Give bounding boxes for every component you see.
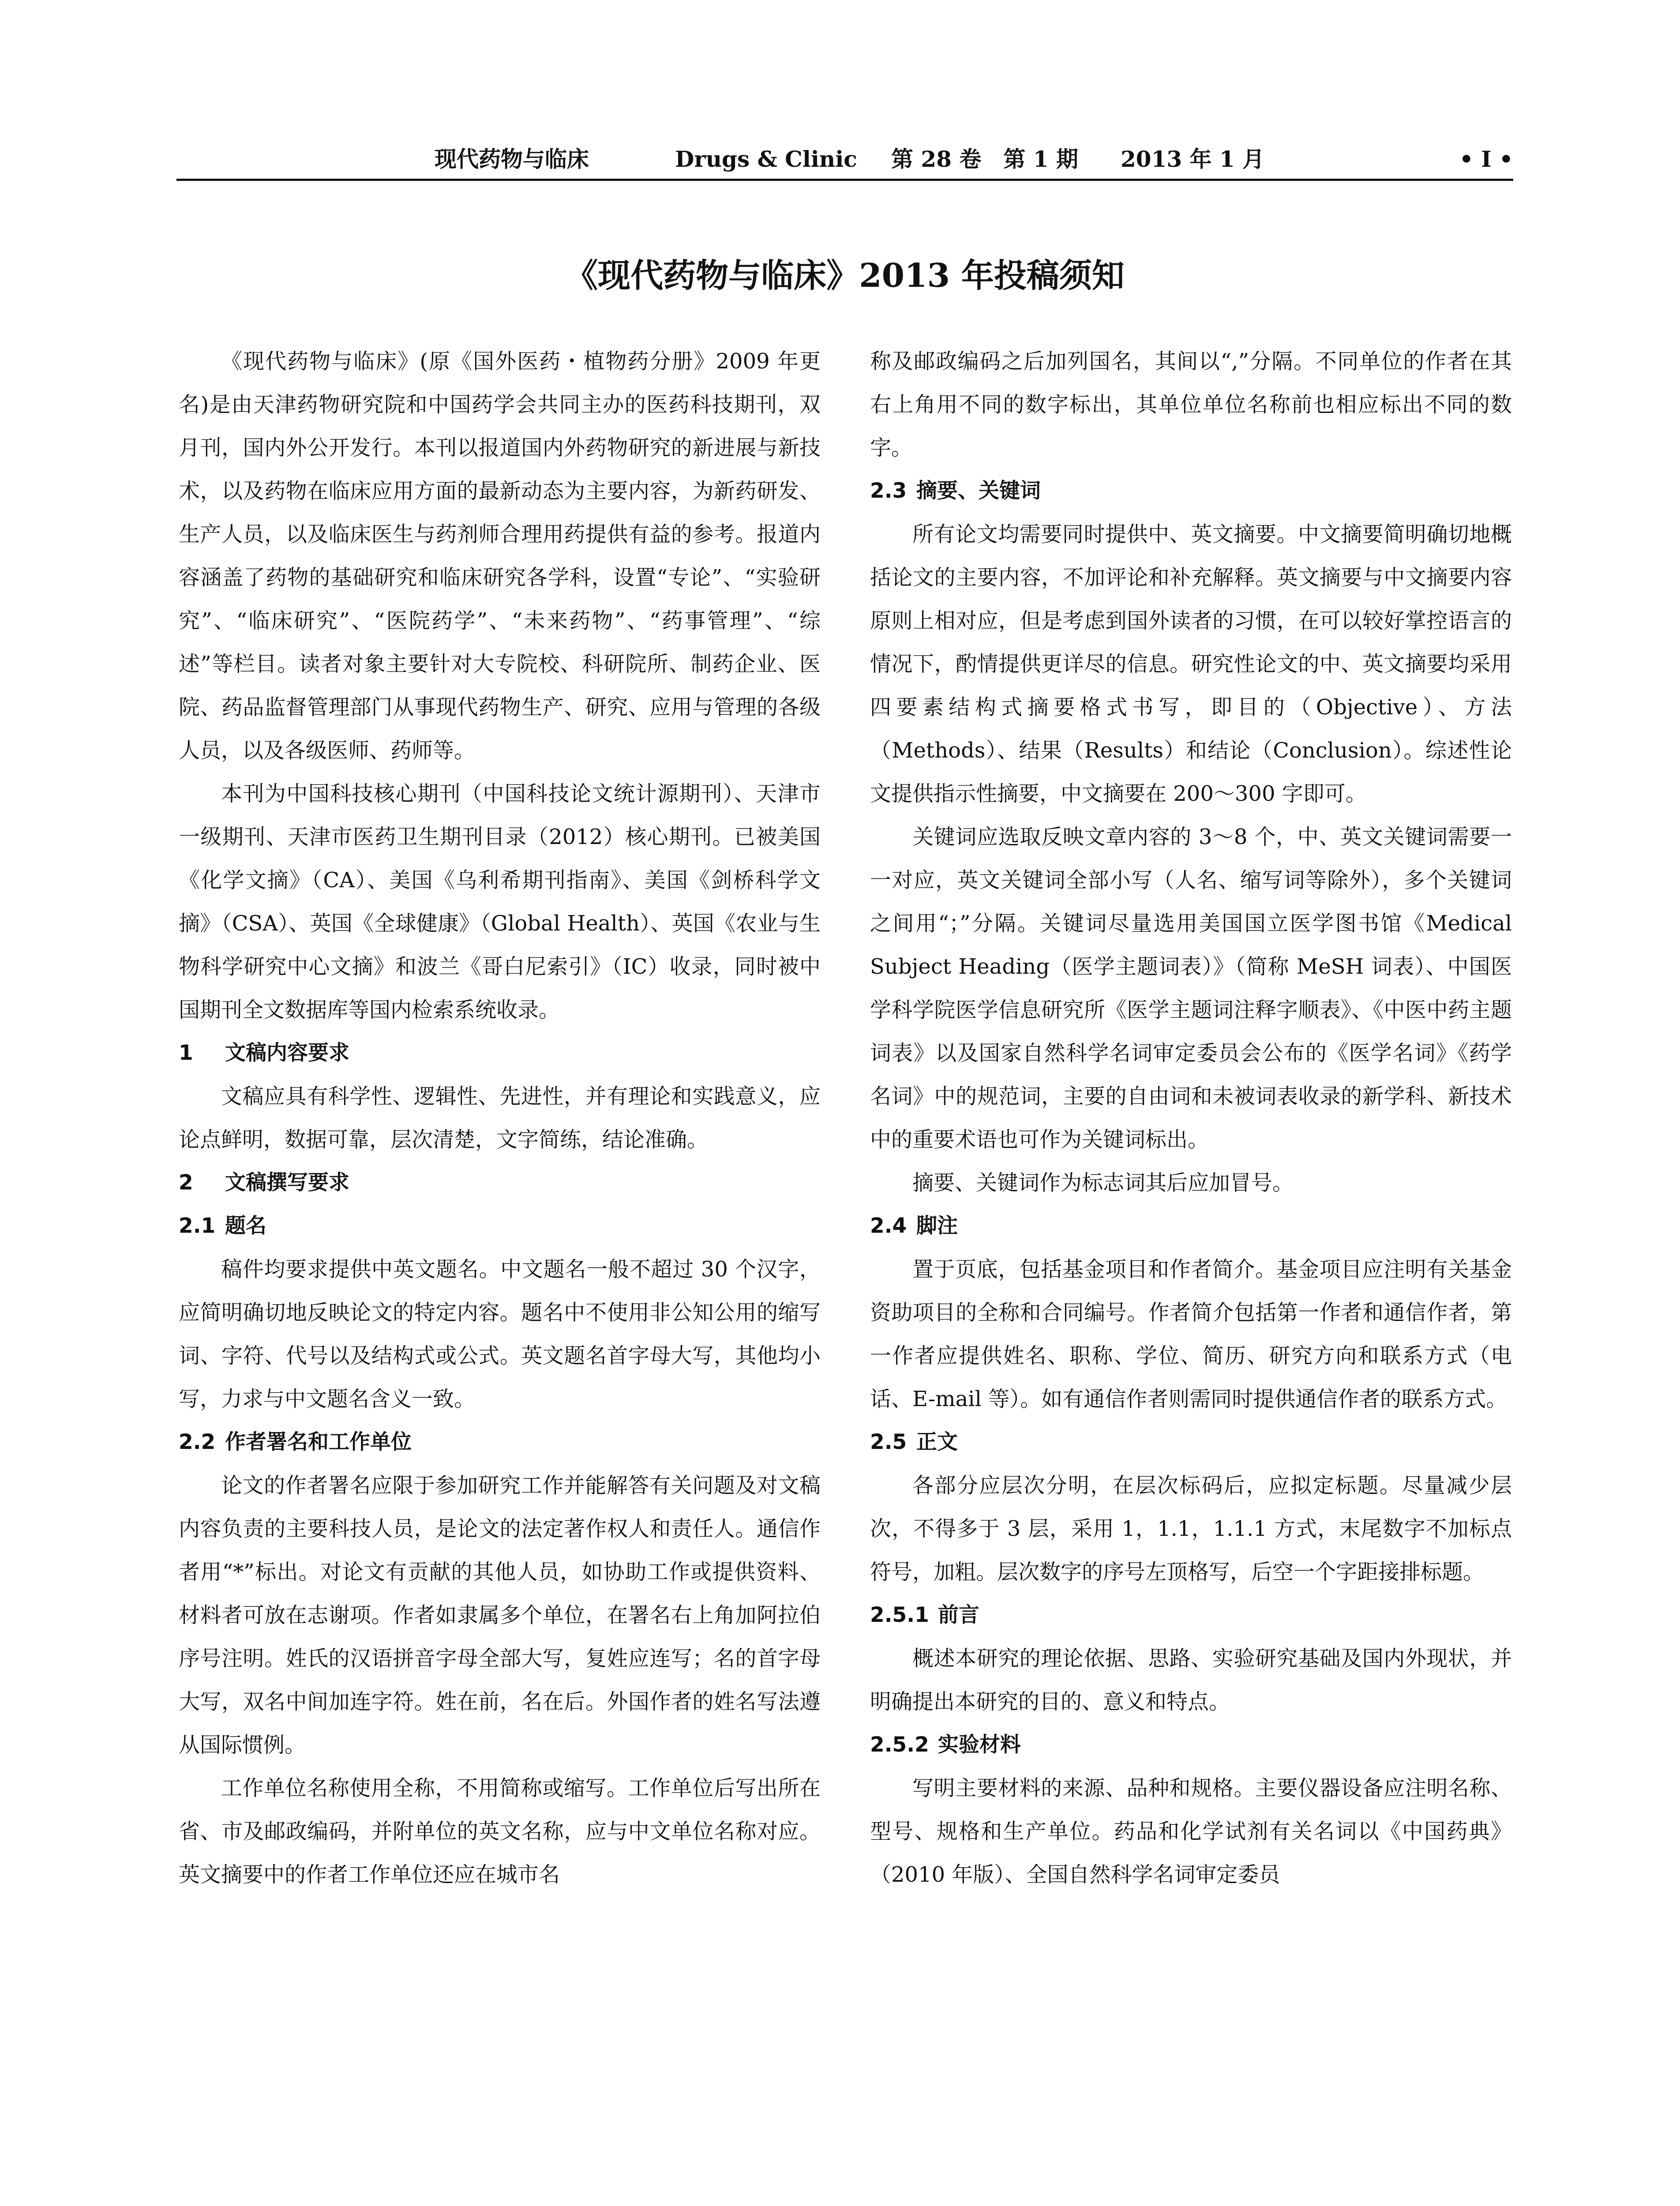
journal-name-en: Drugs & Clinic [675, 146, 857, 172]
section-number: 2.4 [870, 1214, 907, 1238]
section-heading-2 [179, 1161, 821, 1204]
section-number: 2.3 [870, 479, 907, 503]
section-number: 2.5.1 [870, 1603, 929, 1627]
section-number: 2.5.2 [870, 1733, 929, 1757]
section-2-5-2-body: 写明主要材料的来源、品种和规格。主要仪器设备应注明名称、型号、规格和生产单位。药品和化学试剂有关名词以《中国药典》（2010 年版）、全国自然科学名词审定委员 [870, 1776, 1512, 1887]
section-2-3-body: 摘要、关键词作为标志词其后应加冒号。 [912, 1171, 1294, 1195]
journal-name-cn: 现代药物与临床 [435, 146, 589, 172]
header-rule [176, 179, 1513, 181]
section-heading-2-3 [870, 469, 1512, 513]
section-2-4-body: 置于页底，包括基金项目和作者简介。基金项目应注明有关基金资助项目的全称和合同编号。作者简介包括第一作者和通信作者，第一作者应提供姓名、职称、学位、简历、研究方向和联系方式（电话、E-mail 等）。如有通信作者则需同时提供通信作者的联系方式。 [870, 1257, 1512, 1411]
section-title: 正文 [916, 1430, 958, 1454]
section-title: 摘要、关键词 [916, 479, 1041, 503]
section-2-2-body: 论文的作者署名应限于参加研究工作并能解答有关问题及对文稿内容负责的主要科技人员，是论文的法定著作权人和责任人。通信作者用“*”标出。对论文有贡献的其他人员，如协助工作或提供资料、材料者可放在志谢项。作者如隶属多个单位，在署名右上角加阿拉伯序号注明。姓氏的汉语拼音字母全部大写，复姓应连写；名的首字母大写，双名中间加连字符。姓在前，名在后。外国作者的姓名写法遵从国际惯例。 [179, 1473, 821, 1757]
section-title: 文稿内容要求 [225, 1041, 349, 1065]
section-title: 作者署名和工作单位 [225, 1430, 412, 1454]
section-number: 1 [179, 1041, 193, 1065]
section-number: 2 [179, 1171, 193, 1195]
section-2-5-1-body: 概述本研究的理论依据、思路、实验研究基础及国内外现状，并明确提出本研究的目的、意义和特点。 [870, 1646, 1512, 1714]
section-heading-2-2 [179, 1421, 821, 1464]
running-header [176, 140, 1513, 178]
section-heading-2-5 [870, 1421, 1512, 1464]
section-2-1-body: 稿件均要求提供中英文题名。中文题名一般不超过 30 个汉字，应简明确切地反映论文的特定内容。题名中不使用非公知公用的缩写词、字符、代号以及结构式或公式。英文题名首字母大写，其他均小写，力求与中文题名含义一致。 [179, 1257, 821, 1411]
section-heading-1 [179, 1032, 821, 1075]
section-title: 文稿撰写要求 [225, 1171, 349, 1195]
page-title: 《现代药物与临床》2013 年投稿须知 [565, 256, 1125, 295]
section-title: 脚注 [916, 1214, 958, 1238]
section-title: 实验材料 [938, 1733, 1021, 1757]
section-number: 2.2 [179, 1430, 216, 1454]
section-number: 2.5 [870, 1430, 907, 1454]
section-2-5-body: 各部分应层次分明，在层次标码后，应拟定标题。尽量减少层次，不得多于 3 层，采用 1，1.1，1.1.1 方式，末尾数字不加标点符号，加粗。层次数字的序号左顶格写，后空一个字距接排标题。 [870, 1473, 1512, 1584]
section-title: 前言 [938, 1603, 979, 1627]
section-heading-2-1 [179, 1204, 821, 1248]
indexing-paragraph: 本刊为中国科技核心期刊（中国科技论文统计源期刊）、天津市一级期刊、天津市医药卫生期刊目录（2012）核心期刊。已被美国《化学文摘》（CA）、美国《乌利希期刊指南》、美国《剑桥科学文摘》（CSA）、英国《全球健康》（Global Health）、英国《农业与生物科学研究中心文摘》和波兰《哥白尼索引》（IC）收录，同时被中国期刊全文数据库等国内检索系统收录。 [179, 781, 821, 1022]
issue-date: 2013 年 1 月 [1121, 146, 1265, 172]
section-heading-2-4 [870, 1204, 1512, 1248]
section-number: 2.1 [179, 1214, 216, 1238]
section-2-3-body: 关键词应选取反映文章内容的 3～8 个，中、英文关键词需要一一对应，英文关键词全部小写（人名、缩写词等除外），多个关键词之间用“；”分隔。关键词尽量选用美国国立医学图书馆《Medical Subject Heading（医学主题词表）》（简称 MeSH 词表）、中国医学科学院医学信息研究所《医学主题词注释字顺表》、《中医中药主题词表》以及国家自然科学名词审定委员会公布的《医学名词》《药学名词》中的规范词，主要的自由词和未被词表收录的新学科、新技术中的重要术语也可作为关键词标出。 [870, 825, 1512, 1152]
volume-issue: 第 28 卷 第 1 期 [891, 146, 1078, 172]
section-2-2-body: 工作单位名称使用全称，不用简称或缩写。工作单位后写出所在省、市及邮政编码，并附单位的英文名称，应与中文单位名称对应。英文摘要中的作者工作单位还应在城市名 [179, 1776, 821, 1887]
section-2-2-continued: 称及邮政编码之后加列国名，其间以“,”分隔。不同单位的作者在其右上角用不同的数字标出，其单位单位名称前也相应标出不同的数字。 [870, 349, 1512, 460]
section-2-3-body: 所有论文均需要同时提供中、英文摘要。中文摘要简明确切地概括论文的主要内容，不加评论和补充解释。英文摘要与中文摘要内容原则上相对应，但是考虑到国外读者的习惯，在可以较好掌控语言的情况下，酌情提供更详尽的信息。研究性论文的中、英文摘要均采用四要素结构式摘要格式书写，即目的（Objective）、方法（Methods）、结果（Results）和结论（Conclusion）。综述性论文提供指示性摘要，中文摘要在 200～300 字即可。 [870, 522, 1512, 806]
section-heading-2-5-2 [870, 1723, 1512, 1767]
section-title: 题名 [225, 1214, 266, 1238]
section-1-body: 文稿应具有科学性、逻辑性、先进性，并有理论和实践意义，应论点鲜明，数据可靠，层次清楚，文字简练，结论准确。 [179, 1084, 821, 1152]
page-number: • I • [1459, 146, 1513, 172]
section-heading-2-5-1 [870, 1594, 1512, 1637]
left-column [179, 340, 821, 1896]
right-column [870, 340, 1512, 1896]
intro-paragraph: 《现代药物与临床》(原《国外医药・植物药分册》2009 年更名)是由天津药物研究院和中国药学会共同主办的医药科技期刊，双月刊，国内外公开发行。本刊以报道国内外药物研究的新进展与新技术，以及药物在临床应用方面的最新动态为主要内容，为新药研发、生产人员，以及临床医生与药剂师合理用药提供有益的参考。报道内容涵盖了药物的基础研究和临床研究各学科，设置“专论”、“实验研究”、“临床研究”、“医院药学”、“未来药物”、“药事管理”、“综述”等栏目。读者对象主要针对大专院校、科研院所、制药企业、医院、药品监督管理部门从事现代药物生产、研究、应用与管理的各级人员，以及各级医师、药师等。 [179, 349, 821, 763]
